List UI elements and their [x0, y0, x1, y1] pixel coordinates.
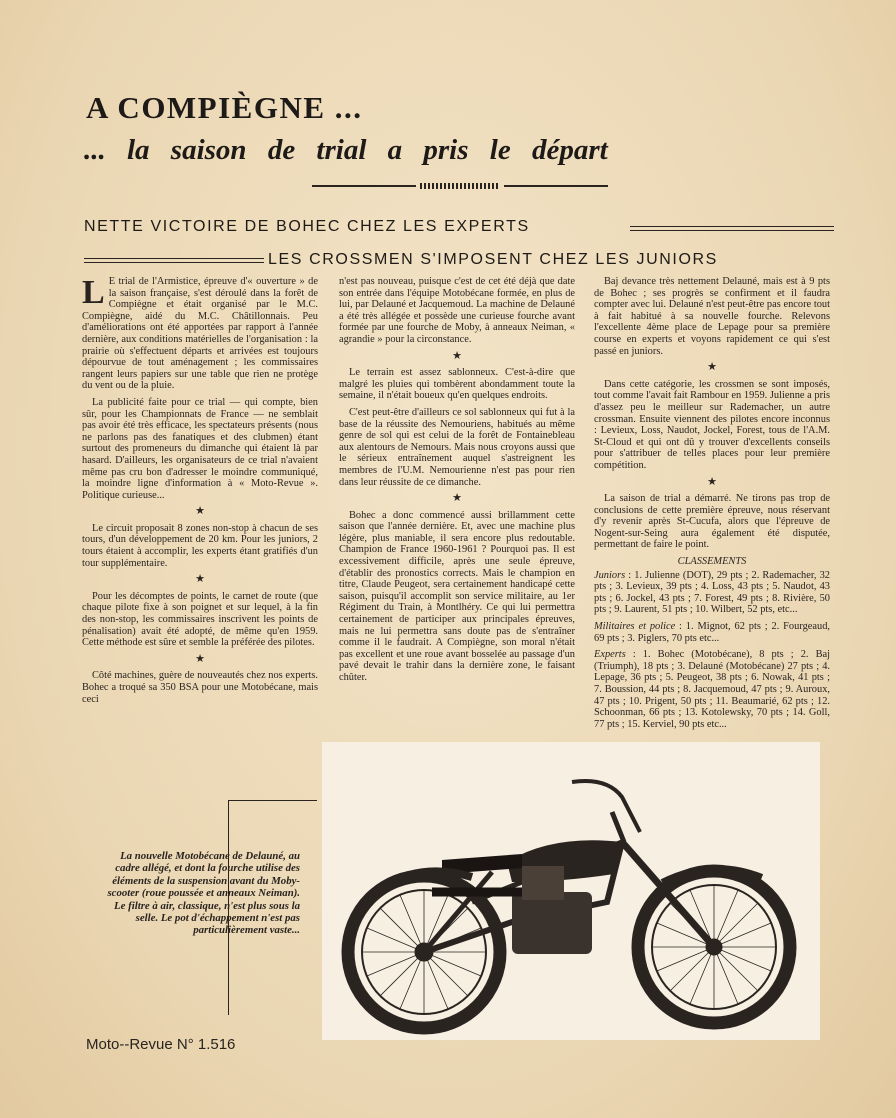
star-separator: ★ — [195, 652, 205, 665]
handlebar — [572, 781, 640, 832]
article-column-3 — [594, 276, 830, 735]
results-heading: CLASSEMENTS — [677, 556, 747, 568]
article-column-1 — [82, 276, 318, 710]
paragraph: Côté machines, guère de nouveautés chez nos experts. Bohec a troqué sa 350 BSA pour une Motobécane, mais ceci — [82, 670, 318, 705]
star-separator: ★ — [707, 361, 717, 374]
cylinder — [522, 866, 564, 900]
results-juniors: Juniors : 1. Julienne (DOT), 29 pts ; 2. Rademacher, 32 pts ; 3. Levieux, 39 pts ; 4. Loss, 43 pts ; 5. Naudot, 43 pts ; 6. Jockel, 43 pts ; 7. Forest, 49 pts ; 8. Rivière, 50 pts ; 9. Laurent, 51 pts ; 10. Wilbert, 52 pts, etc... — [594, 569, 830, 616]
motorcycle-illustration — [322, 742, 820, 1040]
subhead-experts: NETTE VICTOIRE DE BOHEC CHEZ LES EXPERTS — [84, 218, 530, 235]
motorcycle-photo — [322, 742, 820, 1040]
photo-caption: La nouvelle Motobécane de Delauné, au cadre allégé, et dont la fourche utilise des éléments de la suspension avant du Moby-scooter (roue poussée et anneaux Neiman). Le filtre à air, classique, n'est plus sous la selle. Le pot d'échappement n'est pas particulièrement vaste... — [107, 850, 300, 937]
paragraph: La saison de trial a démarré. Ne tirons pas trop de conclusions de cette première épreuve, nous réservant d'y revenir après St-Cucufa, alors que l'épreuve de Nogent-sur-Seing aura également été disputée, permettant de faire le point. — [594, 493, 830, 551]
subhead-rule-right — [630, 226, 834, 231]
results-militaires: Militaires et police : 1. Mignot, 62 pts ; 2. Fourgeaud, 69 pts ; 3. Piglers, 70 pts etc... — [594, 621, 830, 644]
star-separator: ★ — [452, 492, 462, 505]
title-ornament — [312, 183, 608, 189]
star-separator: ★ — [195, 505, 205, 518]
paragraph: L E trial de l'Armistice, épreuve d'« ouverture » de la saison française, s'est déroulé dans la forêt de Compiègne et était organisé par le M.C. Compiègne, aidé du M.C. Châtillonnais. Peu d'améliorations ont été apportées par rapport à l'année dernière, aux conditions matérielles de l'organisation : la prairie où s'effectuent départs et arrivées est toujours dépourvue de tout aménagement ; les commissaires rangent leurs papiers sur une table que rien ne protège du vent ou de la pluie. — [82, 274, 318, 392]
drop-cap: L — [82, 274, 105, 311]
paragraph: Le circuit proposait 8 zones non-stop à chacun de ses tours, d'un développement de 20 km. Pour les juniors, 2 tours étaient à accomplir, les experts étant gratifiés d'un tour supplémentaire. — [82, 522, 318, 569]
headline-subtitle: ... la saison de trial a pris le départ — [84, 134, 608, 166]
paragraph: Baj devance très nettement Delauné, mais est à 9 pts de Bohec ; ses progrès se confirment et il faudra compter avec lui. Delauné n'est peut-être pas encore tout à fait habitué à sa nouvelle fourche. Relevons l'excellente 4ème place de Lepage pour sa première course en experts et voyons rapidement ce qui s'est passé en juniors. — [594, 276, 830, 357]
star-separator: ★ — [707, 475, 717, 488]
paragraph: Bohec a donc commencé aussi brillamment cette saison que l'année dernière. Et, avec une machine plus légère, plus maniable, il sera encore plus redoutable. Champion de France 1960-1961 ? Pourquoi pas. Il est excessivement difficile, après une seule épreuve, d'établir des pronostics corrects. Mais le champion en titre, Claude Peugeot, sera certainement handicapé cette saison, puisqu'il accomplit son service militaire, au 1er Régiment du Train, à Montlhéry. Ce qui lui permettra certainement de participer aux principales épreuves, mais ne lui permettra sans doute pas de s'entraîner comme il le faudrait. A Compiègne, son moral n'était pas excellent et une roue avant bosselée au passage d'un pavé devait le trahir dans la dernière zone, le faisant chûter. — [339, 509, 575, 683]
headline: A COMPIÈGNE ... — [86, 90, 363, 125]
results-experts: Experts : 1. Bohec (Motobécane), 8 pts ; 2. Baj (Triumph), 18 pts ; 3. Delauné (Motobécane) 27 pts ; 4. Lepage, 36 pts ; 5. Peugeot, 38 pts ; 6. Nowak, 41 pts ; 7. Boussion, 44 pts ; 8. Jacquemoud, 47 pts ; 9. Auroux, 47 pts ; 10. Prigent, 50 pts ; 11. Beaumarié, 62 pts ; 12. Schoonman, 66 pts ; 13. Kotolewsky, 70 pts ; 14. Goll, 77 pts ; 15. Kerviel, 90 pts etc... — [594, 649, 830, 730]
page-footer: Moto--Revue N° 1.516 — [86, 1036, 236, 1053]
engine-block — [512, 892, 592, 954]
star-separator: ★ — [452, 349, 462, 362]
paragraph: La publicité faite pour ce trial — qui compte, bien sûr, pour les Championnats de France — ne semblait pas avoir été très efficace, les spectateurs présents (nous ne parlons pas des fanatiques et des clubmen) étant surtout des promeneurs du dimanche qui étaient là par hasard. D'ailleurs, les organisateurs de ce trial n'avaient même pas cru bon d'adresser le moindre communiqué, la moindre ligne d'information à « Moto-Revue ». Politique curieuse... — [82, 396, 318, 501]
paragraph: Dans cette catégorie, les crossmen se sont imposés, tout comme l'avait fait Rambour en 1959. Julienne a pris d'assez peu le meilleur sur Rademacher, un autre crossman. Ensuite viennent des pilotes encore inconnus : Levieux, Loss, Naudot, Jockel, Forest, tous de l'A.M. St-Cloud et qui ont dû y trouver d'excellents conseils pour s'attribuer de telles places pour leur première compétition. — [594, 378, 830, 471]
subhead-rule-left — [84, 258, 264, 263]
article-column-2 — [339, 276, 575, 689]
paragraph: C'est peut-être d'ailleurs ce sol sablonneux qui fut à la base de la réussite des Nemouriens, habitués au même genre de sol qui est celui de la forêt de Fontainebleau aux alentours de Nemours. Mais nous croyons aussi que le sérieux entraînement auquel s'astreignent les membres de l'U.M. Nemourienne n'est pas pour rien dans leur réussite de ce dimanche. — [339, 406, 575, 488]
paragraph: n'est pas nouveau, puisque c'est de cet été déjà que date son entrée dans l'équipe Motobécane formée, en plus de lui, par Delauné et Jacquemoud. La machine de Delauné a été très allégée et possède une curieuse fourche avant formée par une fourche de Moby, à anneaux Neiman, « agrandie » pour la circonstance. — [339, 276, 575, 345]
subhead-juniors: LES CROSSMEN S'IMPOSENT CHEZ LES JUNIORS — [268, 251, 718, 268]
paragraph: Le terrain est assez sablonneux. C'est-à-dire que malgré les pluies qui tombèrent abondamment toute la semaine, il n'était boueux qu'en quelques endroits. — [339, 367, 575, 402]
star-separator: ★ — [195, 573, 205, 586]
paragraph: Pour les décomptes de points, le carnet de route (que chaque pilote fixe à son poignet et sur lequel, à la fin des non-stop, les commissaires inscrivent les points de pénalisation) avait été adopté, de même qu'en 1959. Cette méthode est sûre et semble la préférée des pilotes. — [82, 590, 318, 649]
